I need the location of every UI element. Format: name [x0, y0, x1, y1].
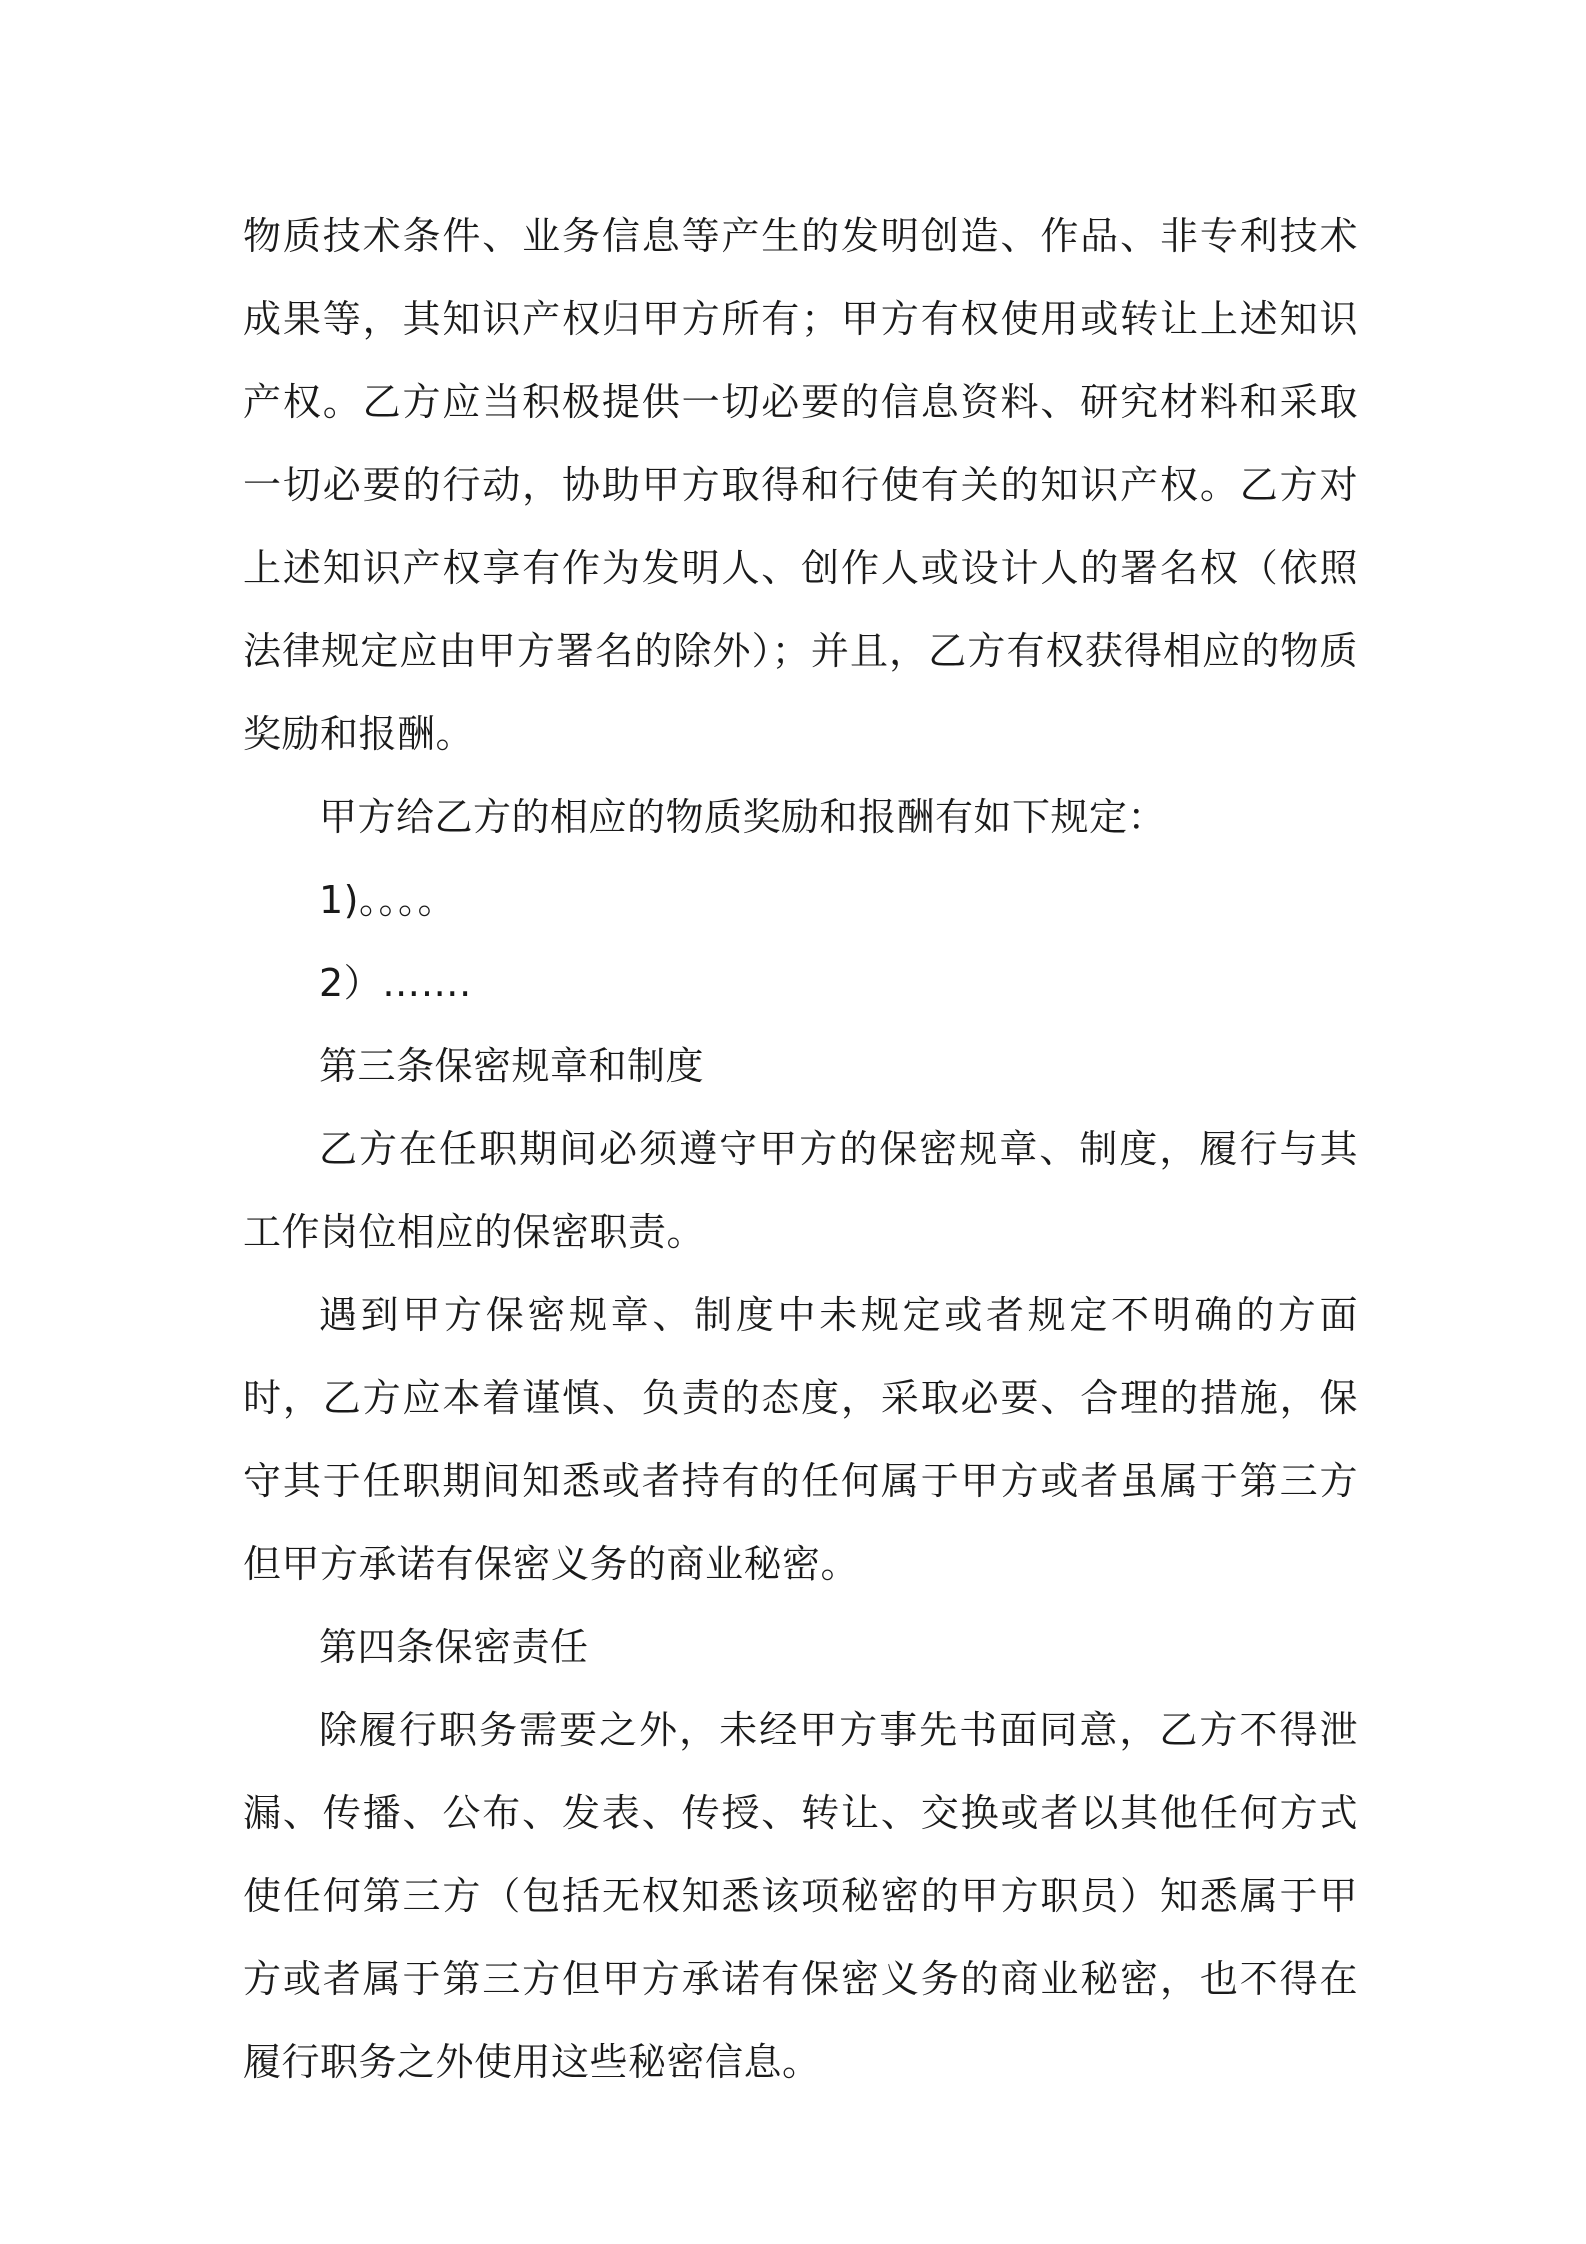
- paragraph-ip-ownership: 物质技术条件、业务信息等产生的发明创造、作品、非专利技术成果等，其知识产权归甲方所有；甲方有权使用或转让上述知识产权。乙方应当积极提供一切必要的信息资料、研究材料和采取一切必要的行动，协助甲方取得和行使有关的知识产权。乙方对上述知识产权享有作为发明人、创作人或设计人的署名权（依照法律规定应由甲方署名的除外）；并且，乙方有权获得相应的物质奖励和报酬。: [243, 214, 1358, 756]
- paragraph-confidentiality-rules: 乙方在任职期间必须遵守甲方的保密规章、制度，履行与其工作岗位相应的保密职责。: [243, 1127, 1358, 1254]
- section-heading-article-3: 第三条保密规章和制度: [319, 1044, 705, 1088]
- list-item-2: 2）…….: [319, 961, 472, 1005]
- document-body: [243, 195, 1358, 2104]
- paragraph-confidentiality-liability: 除履行职务需要之外，未经甲方事先书面同意，乙方不得泄漏、传播、公布、发表、传授、转让、交换或者以其他任何方式使任何第三方（包括无权知悉该项秘密的甲方职员）知悉属于甲方或者属于第三方但甲方承诺有保密义务的商业秘密，也不得在履行职务之外使用这些秘密信息。: [243, 1708, 1358, 2084]
- paragraph-reward-rules: 甲方给乙方的相应的物质奖励和报酬有如下规定：: [319, 795, 1167, 839]
- list-item-1: 1)。。。。: [319, 878, 457, 922]
- section-heading-article-4: 第四条保密责任: [319, 1625, 589, 1669]
- paragraph-unspecified-cases: 遇到甲方保密规章、制度中未规定或者规定不明确的方面时，乙方应本着谨慎、负责的态度，采取必要、合理的措施，保守其于任职期间知悉或者持有的任何属于甲方或者虽属于第三方但甲方承诺有保密义务的商业秘密。: [243, 1293, 1358, 1586]
